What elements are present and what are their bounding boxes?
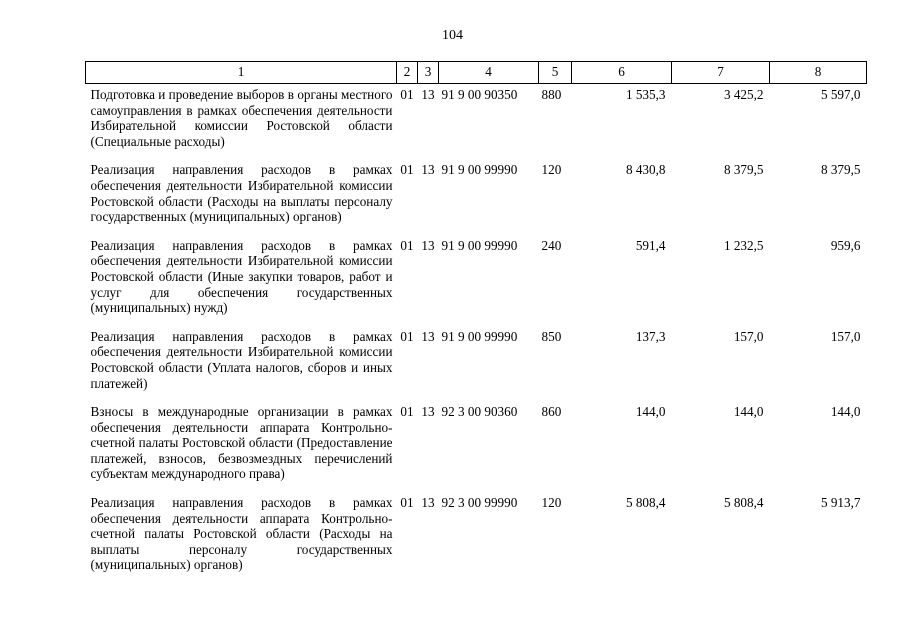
row-amount-col6: 144,0 [635,404,666,420]
column-header-2: 2 [397,62,418,84]
table-row [86,162,867,237]
row-amount-col8: 5 913,7 [820,495,861,511]
table-header-row [86,62,867,84]
row-subsection-code: 13 [421,404,435,420]
table-row [86,329,867,404]
column-header-3: 3 [418,62,439,84]
row-target-article-code: 92 3 00 90360 [441,404,518,420]
row-amount-col8: 5 597,0 [820,87,861,102]
row-section-code: 01 [400,495,414,511]
row-target-article-code: 92 3 00 99990 [441,495,518,511]
column-header-8: 8 [770,62,867,84]
row-expense-type-code: 850 [541,328,562,344]
table-row [86,238,867,329]
table-row [86,84,867,163]
row-description: Реализация направления расходов в рамках обеспечения деятельности Избирательной комиссии Ростовской области (Иные закупки товаров, работ и услуг для обеспечения государственных (муниципальных) нужд) [90,237,393,316]
row-amount-col7: 157,0 [733,328,764,344]
row-target-article-code: 91 9 00 99990 [441,162,518,178]
row-description: Взносы в международные организации в рамках обеспечения деятельности аппарата Контрольно-счетной палаты Ростовской области (Предоставление платежей, взносов, безвозмездных перечислений субъектам международного права) [90,404,393,482]
row-section-code: 01 [400,237,414,253]
row-amount-col8: 157,0 [830,328,861,344]
row-amount-col7: 1 232,5 [723,237,764,253]
row-section-code: 01 [400,162,414,178]
row-section-code: 01 [400,404,414,420]
row-amount-col6: 137,3 [635,328,666,344]
row-expense-type-code: 240 [541,237,562,253]
row-expense-type-code: 860 [541,404,562,420]
row-target-article-code: 91 9 00 99990 [441,237,518,253]
column-header-7: 7 [672,62,770,84]
row-amount-col8: 144,0 [830,404,861,420]
row-amount-col6: 1 535,3 [625,87,666,102]
row-amount-col7: 8 379,5 [723,162,764,178]
row-expense-type-code: 120 [541,495,562,511]
row-subsection-code: 13 [421,237,435,253]
row-amount-col6: 5 808,4 [625,495,666,511]
row-description: Реализация направления расходов в рамках обеспечения деятельности аппарата Контрольно-счетной палаты Ростовской области (Расходы на выплаты персоналу государственных (муниципальных) органов) [90,495,393,573]
row-subsection-code: 13 [421,162,435,178]
column-header-5: 5 [539,62,572,84]
row-section-code: 01 [400,328,414,344]
row-amount-col7: 5 808,4 [723,495,764,511]
row-amount-col6: 591,4 [635,237,666,253]
row-amount-col8: 959,6 [830,237,861,253]
column-header-6: 6 [572,62,672,84]
row-amount-col8: 8 379,5 [820,162,861,178]
row-description: Реализация направления расходов в рамках обеспечения деятельности Избирательной комиссии Ростовской области (Уплата налогов, сборов и иных платежей) [90,328,393,391]
row-section-code: 01 [400,87,414,102]
row-target-article-code: 91 9 00 90350 [441,87,518,102]
row-subsection-code: 13 [421,87,435,102]
row-expense-type-code: 880 [541,87,562,102]
table-row [86,495,867,586]
page-number: 104 [442,28,463,43]
budget-table [85,61,867,586]
row-expense-type-code: 120 [541,162,562,178]
table-row [86,404,867,495]
row-amount-col7: 3 425,2 [723,87,764,102]
row-amount-col6: 8 430,8 [625,162,666,178]
column-header-1: 1 [86,62,397,84]
column-header-4: 4 [439,62,539,84]
row-description: Реализация направления расходов в рамках обеспечения деятельности Избирательной комиссии Ростовской области (Расходы на выплаты персоналу государственных (муниципальных) органов) [90,162,393,225]
row-description: Подготовка и проведение выборов в органы местного самоуправления в рамках обеспечения деятельности Избирательной комиссии Ростовской области (Специальные расходы) [90,87,393,149]
row-subsection-code: 13 [421,328,435,344]
row-subsection-code: 13 [421,495,435,511]
row-amount-col7: 144,0 [733,404,764,420]
row-target-article-code: 91 9 00 99990 [441,328,518,344]
